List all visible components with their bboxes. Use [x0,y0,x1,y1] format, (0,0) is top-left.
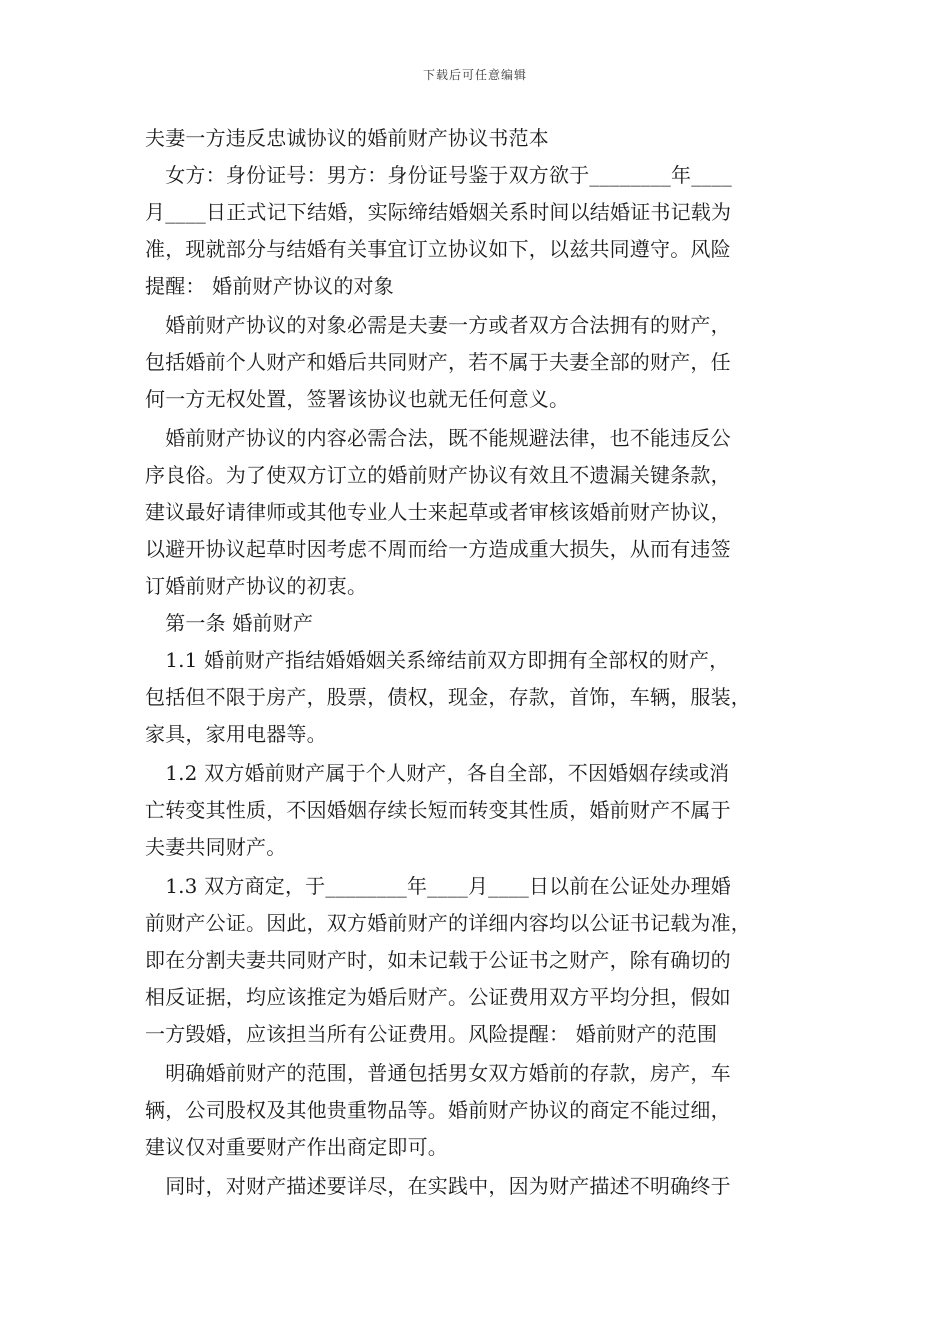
text-line: 家具，家用电器等。 [145,722,327,746]
clause-line: 1.3 双方商定，于________年____月____日以前在公证处办理婚 [145,874,731,898]
clause-line: 1.2 双方婚前财产属于个人财产，各自全部，不因婚姻存续或消 [145,761,730,785]
text-line: 准，现就部分与结婚有关事宜订立协议如下，以兹共同遵守。风险 [145,237,731,261]
text-line: 序良俗。为了使双方订立的婚前财产协议有效且不遗漏关键条款， [145,463,731,487]
document-title: 夫妻一方违反忠诚协议的婚前财产协议书范本 [145,126,549,150]
text-line: 月____日正式记下结婚，实际缔结婚姻关系时间以结婚证书记载为 [145,200,732,224]
text-line: 婚前财产协议的对象必需是夫妻一方或者双方合法拥有的财产， [145,313,731,337]
text-line: 一方毁婚，应该担当所有公证费用。风险提醒： 婚前财产的范围 [145,1022,718,1046]
text-line: 婚前财产协议的内容必需合法，既不能规避法律，也不能违反公 [145,426,731,450]
text-line: 包括但不限于房产，股票，债权，现金，存款，首饰，车辆，服装， [145,685,751,709]
text-line: 夫妻共同财产。 [145,835,287,859]
text-line: 订婚前财产协议的初衷。 [145,574,368,598]
text-line: 亡转变其性质，不因婚姻存续长短而转变其性质，婚前财产不属于 [145,798,731,822]
clause-line: 1.1 婚前财产指结婚婚姻关系缔结前双方即拥有全部权的财产， [145,648,730,672]
text-line: 前财产公证。因此，双方婚前财产的详细内容均以公证书记载为准， [145,911,751,935]
text-line: 同时，对财产描述要详尽，在实践中，因为财产描述不明确终于 [145,1174,731,1198]
text-line: 提醒： 婚前财产协议的对象 [145,274,394,298]
text-line: 建议仅对重要财产作出商定即可。 [145,1135,448,1159]
section-heading: 第一条 婚前财产 [145,611,314,635]
download-editable-note: 下载后可任意编辑 [422,68,527,82]
text-line: 建议最好请律师或其他专业人士来起草或者审核该婚前财产协议， [145,500,731,524]
text-line: 辆，公司股权及其他贵重物品等。婚前财产协议的商定不能过细， [145,1098,731,1122]
text-line: 何一方无权处置，签署该协议也就无任何意义。 [145,387,570,411]
text-line: 明确婚前财产的范围，普通包括男女双方婚前的存款，房产，车 [145,1061,731,1085]
document-body [145,120,807,1205]
text-line: 即在分割夫妻共同财产时，如未记载于公证书之财产，除有确切的 [145,948,731,972]
text-line: 女方：身份证号：男方：身份证号鉴于双方欲于________年____ [145,163,732,187]
text-line: 包括婚前个人财产和婚后共同财产，若不属于夫妻全部的财产，任 [145,350,731,374]
text-line: 相反证据，均应该推定为婚后财产。公证费用双方平均分担，假如 [145,985,731,1009]
text-line: 以避开协议起草时因考虑不周而给一方造成重大损失，从而有违签 [145,537,731,561]
